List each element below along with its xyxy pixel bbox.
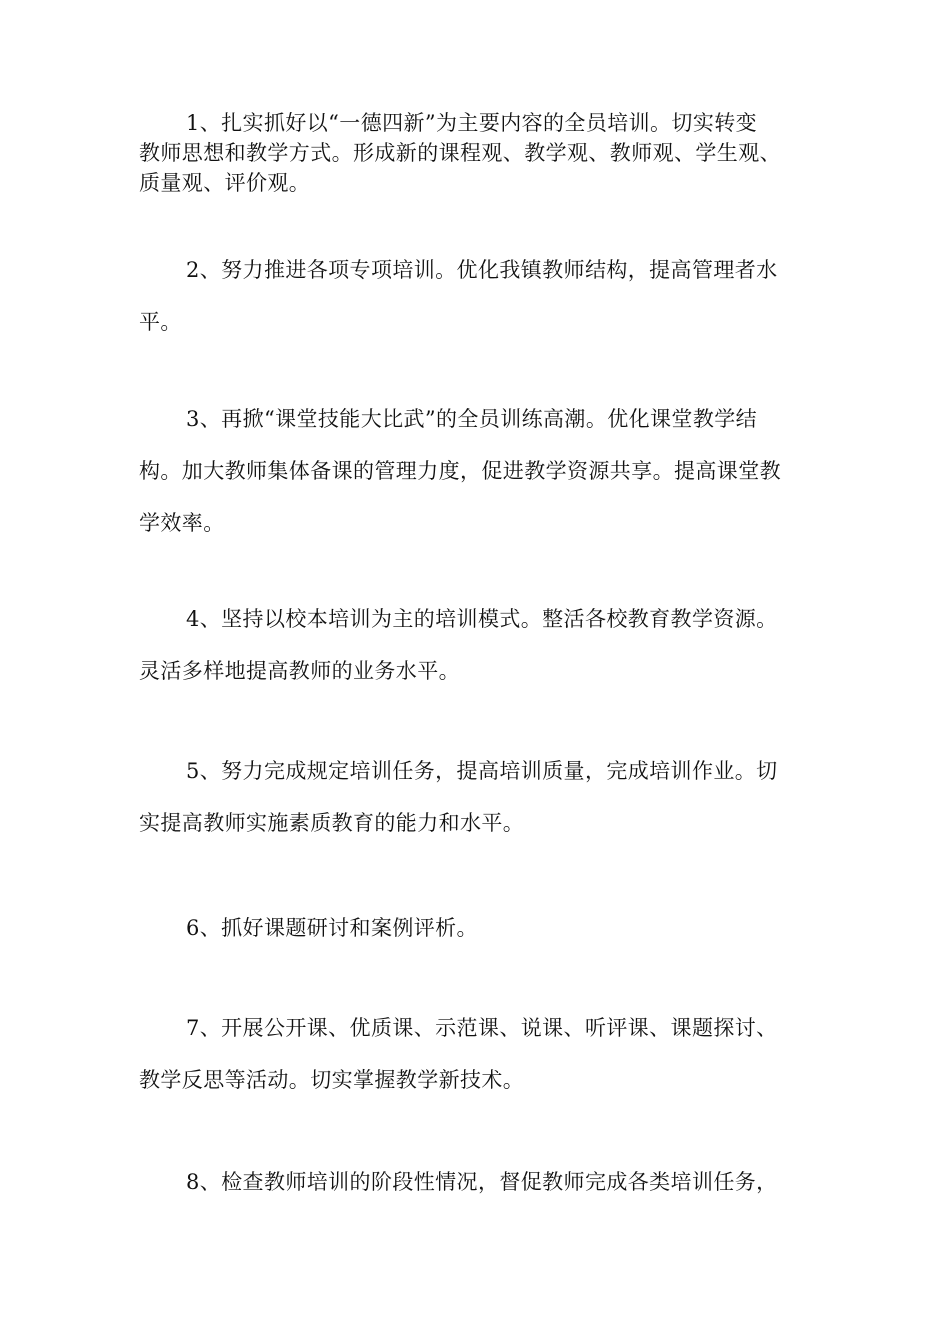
paragraph-1 bbox=[139, 108, 811, 198]
paragraph-8 bbox=[139, 1167, 811, 1219]
paragraph-line: 8、检查教师培训的阶段性情况，督促教师完成各类培训任务， bbox=[186, 1170, 778, 1194]
paragraph-2 bbox=[139, 255, 811, 359]
paragraph-line: 3、再掀“课堂技能大比武”的全员训练高潮。优化课堂教学结 bbox=[186, 407, 758, 431]
paragraph-5 bbox=[139, 756, 811, 860]
paragraph-line: 教师思想和教学方式。形成新的课程观、教学观、教师观、学生观、 bbox=[139, 141, 781, 165]
paragraph-line: 平。 bbox=[139, 310, 182, 334]
paragraph-line: 1、扎实抓好以“一德四新”为主要内容的全员培训。切实转变 bbox=[186, 111, 758, 135]
paragraph-6 bbox=[139, 913, 811, 965]
paragraph-line: 2、努力推进各项专项培训。优化我镇教师结构，提高管理者水 bbox=[186, 258, 778, 282]
paragraph-line: 6、抓好课题研讨和案例评析。 bbox=[186, 916, 478, 940]
paragraph-line: 4、坚持以校本培训为主的培训模式。整活各校教育教学资源。 bbox=[186, 607, 778, 631]
paragraph-line: 5、努力完成规定培训任务，提高培训质量，完成培训作业。切 bbox=[186, 759, 778, 783]
paragraph-line: 学效率。 bbox=[139, 511, 225, 535]
paragraph-line: 实提高教师实施素质教育的能力和水平。 bbox=[139, 811, 525, 835]
paragraph-line: 7、开展公开课、优质课、示范课、说课、听评课、课题探讨、 bbox=[186, 1016, 778, 1040]
paragraph-4 bbox=[139, 604, 811, 708]
paragraph-line: 构。加大教师集体备课的管理力度，促进教学资源共享。提高课堂教 bbox=[139, 459, 781, 483]
paragraph-3 bbox=[139, 404, 811, 560]
paragraph-line: 质量观、评价观。 bbox=[139, 171, 311, 195]
paragraph-line: 教学反思等活动。切实掌握教学新技术。 bbox=[139, 1068, 525, 1092]
paragraph-7 bbox=[139, 1013, 811, 1117]
paragraph-line: 灵活多样地提高教师的业务水平。 bbox=[139, 659, 460, 683]
